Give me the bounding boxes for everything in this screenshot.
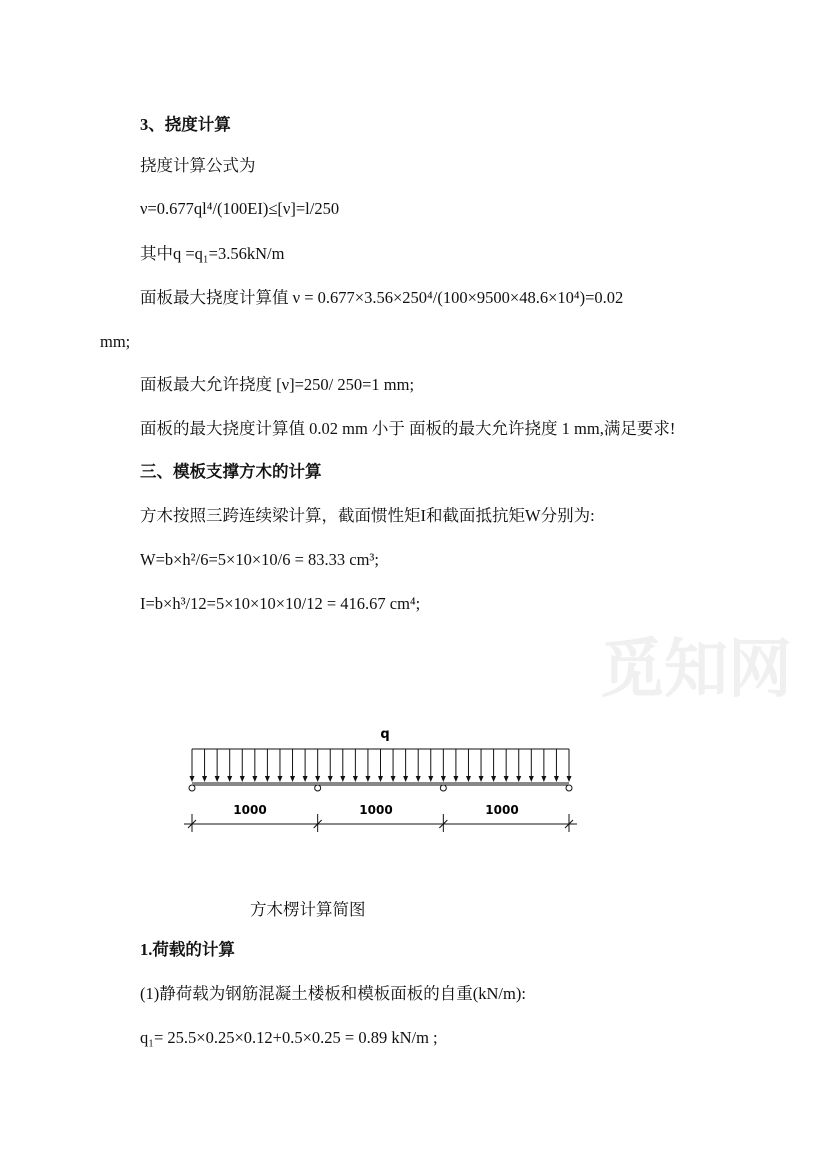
load-arrow-head <box>378 776 383 782</box>
load-arrow-head <box>340 776 345 782</box>
load-arrow-head <box>416 776 421 782</box>
span-label-1: 1000 <box>233 803 267 817</box>
load-arrow-head <box>290 776 295 782</box>
load-arrow-head <box>466 776 471 782</box>
load-arrow-head <box>202 776 207 782</box>
deflection-unit: mm; <box>100 332 131 351</box>
load-arrow-head <box>265 776 270 782</box>
watermark: 觅知网 <box>600 633 792 707</box>
distributed-load <box>190 749 572 782</box>
w-formula: W=b×h²/6=5×10×10/6 = 83.33 cm³; <box>140 550 379 569</box>
section-intro: 方木按照三跨连续梁计算，截面惯性矩I和截面抵抗矩W分别为: <box>140 506 595 525</box>
load-arrow-head <box>365 776 370 782</box>
load-arrow-head <box>240 776 245 782</box>
load-heading: 1.荷载的计算 <box>140 940 235 959</box>
load-label: q <box>380 727 390 742</box>
load-arrow-head <box>190 776 195 782</box>
support-pin <box>189 785 195 791</box>
span-label-3: 1000 <box>485 803 519 817</box>
load-arrow-head <box>277 776 282 782</box>
load-arrow-head <box>252 776 257 782</box>
diagram-caption: 方木楞计算简图 <box>250 900 366 919</box>
support-pin <box>315 785 321 791</box>
load-arrow-head <box>554 776 559 782</box>
load-arrow-head <box>391 776 396 782</box>
load-arrow-head <box>453 776 458 782</box>
allowable-deflection: 面板最大允许挠度 [ν]=250/ 250=1 mm; <box>140 375 415 394</box>
load-arrow-head <box>541 776 546 782</box>
support-pin <box>566 785 572 791</box>
supports <box>189 785 572 791</box>
load-arrow-head <box>353 776 358 782</box>
formula: ν=0.677ql⁴/(100EI)≤[ν]=l/250 <box>140 199 340 218</box>
load-arrow-head <box>428 776 433 782</box>
conclusion: 面板的最大挠度计算值 0.02 mm 小于 面板的最大允许挠度 1 mm,满足要求! <box>140 419 676 438</box>
q-definition: 其中q =q₁=3.56kN/m <box>140 244 285 263</box>
load-arrow-head <box>567 776 572 782</box>
load-arrow-head <box>403 776 408 782</box>
heading-deflection: 3、挠度计算 <box>140 115 231 134</box>
span-label-2: 1000 <box>359 803 393 817</box>
load-arrow-head <box>504 776 509 782</box>
dead-load-desc: (1)静荷载为钢筋混凝土楼板和模板面板的自重(kN/m): <box>140 984 526 1003</box>
load-arrow-head <box>441 776 446 782</box>
load-arrow-head <box>479 776 484 782</box>
q1-formula: q₁= 25.5×0.25×0.12+0.5×0.25 = 0.89 kN/m ; <box>140 1028 438 1047</box>
formula-intro: 挠度计算公式为 <box>140 156 256 175</box>
section-heading: 三、模板支撑方木的计算 <box>140 462 322 481</box>
load-arrow-head <box>215 776 220 782</box>
load-arrow-head <box>529 776 534 782</box>
load-arrow-head <box>491 776 496 782</box>
i-formula: I=b×h³/12=5×10×10×10/12 = 416.67 cm⁴; <box>140 594 421 613</box>
load-arrow-head <box>227 776 232 782</box>
load-arrow-head <box>303 776 308 782</box>
load-arrow-head <box>315 776 320 782</box>
load-arrow-head <box>328 776 333 782</box>
support-pin <box>440 785 446 791</box>
load-arrow-head <box>516 776 521 782</box>
deflection-calc: 面板最大挠度计算值 ν = 0.677×3.56×250⁴/(100×9500×48.6×10⁴)=0.02 <box>140 288 624 307</box>
beam-diagram <box>170 720 590 840</box>
